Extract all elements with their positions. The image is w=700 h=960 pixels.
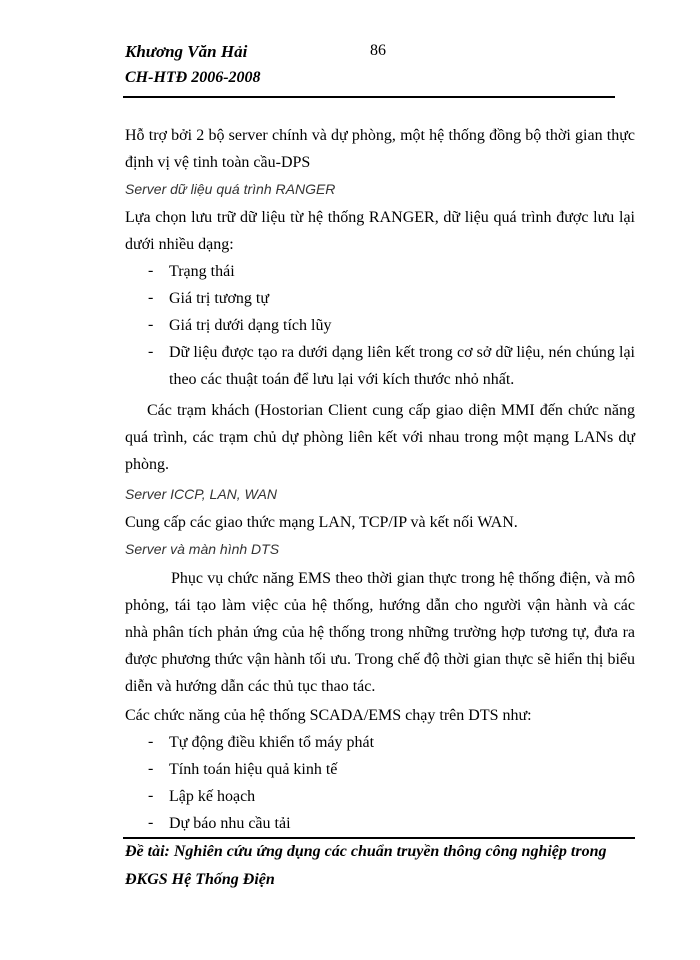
list-item: Lập kế hoạch	[169, 788, 256, 805]
list-bullet: -	[148, 262, 154, 279]
list-item: Trạng thái	[169, 263, 235, 280]
list-item: Giá trị dưới dạng tích lũy	[169, 317, 332, 334]
list-item: Dữ liệu được tạo ra dưới dạng liên kết trong cơ sở dữ liệu, nén chúng lại theo các thuật toán để lưu lại với kích thước nhỏ nhất.	[169, 344, 635, 388]
paragraph-ranger: Lựa chọn lưu trữ dữ liệu từ hệ thống RANGER, dữ liệu quá trình được lưu lại dưới nhiều dạng:	[125, 209, 635, 253]
course-code: CH-HTĐ 2006-2008	[125, 69, 261, 86]
paragraph-clients: Các trạm khách (Hostorian Client cung cấp giao diện MMI đến chức năng quá trình, các trạm chủ dự phòng liên kết với nhau trong một mạng LANs dự phòng.	[125, 402, 635, 473]
page-number: 86	[370, 42, 386, 59]
list-bullet: -	[148, 787, 154, 804]
list-bullet: -	[148, 316, 154, 333]
list-bullet: -	[148, 733, 154, 750]
list-bullet: -	[148, 289, 154, 306]
header-rule	[123, 96, 615, 98]
list-bullet: -	[148, 814, 154, 831]
paragraph-functions: Các chức năng của hệ thống SCADA/EMS chạy trên DTS như:	[125, 707, 532, 724]
paragraph-dps: Hỗ trợ bởi 2 bộ server chính và dự phòng, một hệ thống đồng bộ thời gian thực định vị vệ tinh toàn cầu-DPS	[125, 127, 635, 171]
paragraph-dts: Phục vụ chức năng EMS theo thời gian thực trong hệ thống điện, và mô phỏng, tái tạo làm việc của hệ thống, hướng dẫn cho người vận hành và các nhà phân tích phản ứng của hệ thống trong những trường hợp tương tự, đưa ra được phương thức vận hành tối ưu. Trong chế độ thời gian thực sẽ hiển thị biểu diễn và hướng dẫn các thủ tục thao tác.	[125, 570, 635, 695]
heading-dts: Server và màn hình DTS	[125, 541, 280, 557]
paragraph-iccp: Cung cấp các giao thức mạng LAN, TCP/IP và kết nối WAN.	[125, 514, 518, 531]
list-item: Dự báo nhu cầu tải	[169, 815, 291, 832]
heading-ranger: Server dữ liệu quá trình RANGER	[125, 181, 336, 197]
heading-iccp: Server ICCP, LAN, WAN	[125, 486, 277, 502]
footer-title-line-2: ĐKGS Hệ Thống Điện	[125, 871, 275, 888]
footer-title-line-1: Đề tài: Nghiên cứu ứng dụng các chuẩn truyền thông công nghiệp trong	[125, 843, 607, 860]
author-name: Khương Văn Hải	[125, 42, 248, 61]
list-bullet: -	[148, 760, 154, 777]
list-item: Tính toán hiệu quả kinh tế	[169, 761, 338, 778]
list-item: Tự động điều khiển tổ máy phát	[169, 734, 375, 751]
list-bullet: -	[148, 343, 154, 360]
list-item: Giá trị tương tự	[169, 290, 270, 307]
